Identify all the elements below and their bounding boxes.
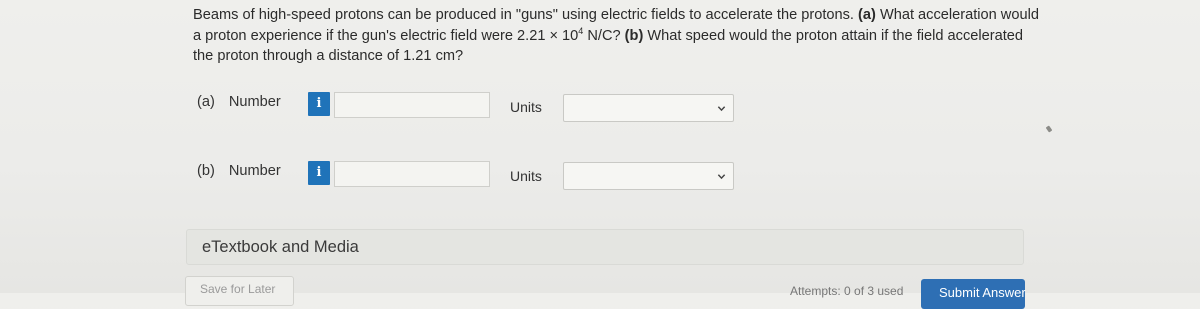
save-for-later-button[interactable] [185, 276, 294, 306]
part-a-units-select[interactable] [563, 94, 734, 122]
etextbook-media-toggle[interactable] [186, 229, 1024, 265]
part-b-number-input[interactable] [334, 161, 490, 187]
info-icon[interactable]: i [308, 92, 330, 116]
part-b-units-label: Units [510, 168, 542, 184]
part-a-letter: (a) [197, 94, 215, 110]
part-a-units-label: Units [510, 99, 542, 115]
part-b-label [197, 163, 281, 179]
part-a-number-label: Number [228, 94, 281, 110]
question-part-b-tag: (b) [624, 27, 644, 44]
mouse-cursor-icon [1046, 125, 1053, 132]
save-for-later-label: Save for Later [200, 282, 276, 296]
chevron-down-icon [717, 172, 726, 181]
question-part-a-text-end: N/C? [583, 27, 625, 44]
question-intro: Beams of high-speed protons can be produced in "guns" using electric fields to accelerate the protons. [193, 7, 859, 23]
chevron-down-icon [717, 104, 726, 113]
attempts-counter: Attempts: 0 of 3 used [790, 284, 904, 298]
question-part-a-tag: (a) [858, 7, 876, 23]
etextbook-media-label: eTextbook and Media [202, 238, 359, 256]
info-icon[interactable]: i [308, 161, 330, 185]
part-b-letter: (b) [197, 163, 215, 179]
part-a-number-input[interactable] [334, 92, 490, 118]
question-text [193, 5, 1043, 67]
question-part-a-exponent: 4 [578, 25, 584, 36]
submit-answer-button[interactable] [921, 279, 1025, 309]
part-a-label [197, 94, 281, 110]
question-part-b-text: What speed would the proton attain if the field accelerated the proton through a distance of 1.21 cm? [193, 27, 1023, 64]
part-b-units-select[interactable] [563, 162, 734, 190]
submit-answer-label: Submit Answer [939, 285, 1026, 300]
question-part-a-text: What acceleration would a proton experience if the gun's electric field were 2.21 × 10 [193, 7, 1039, 44]
part-b-number-label: Number [228, 163, 281, 179]
